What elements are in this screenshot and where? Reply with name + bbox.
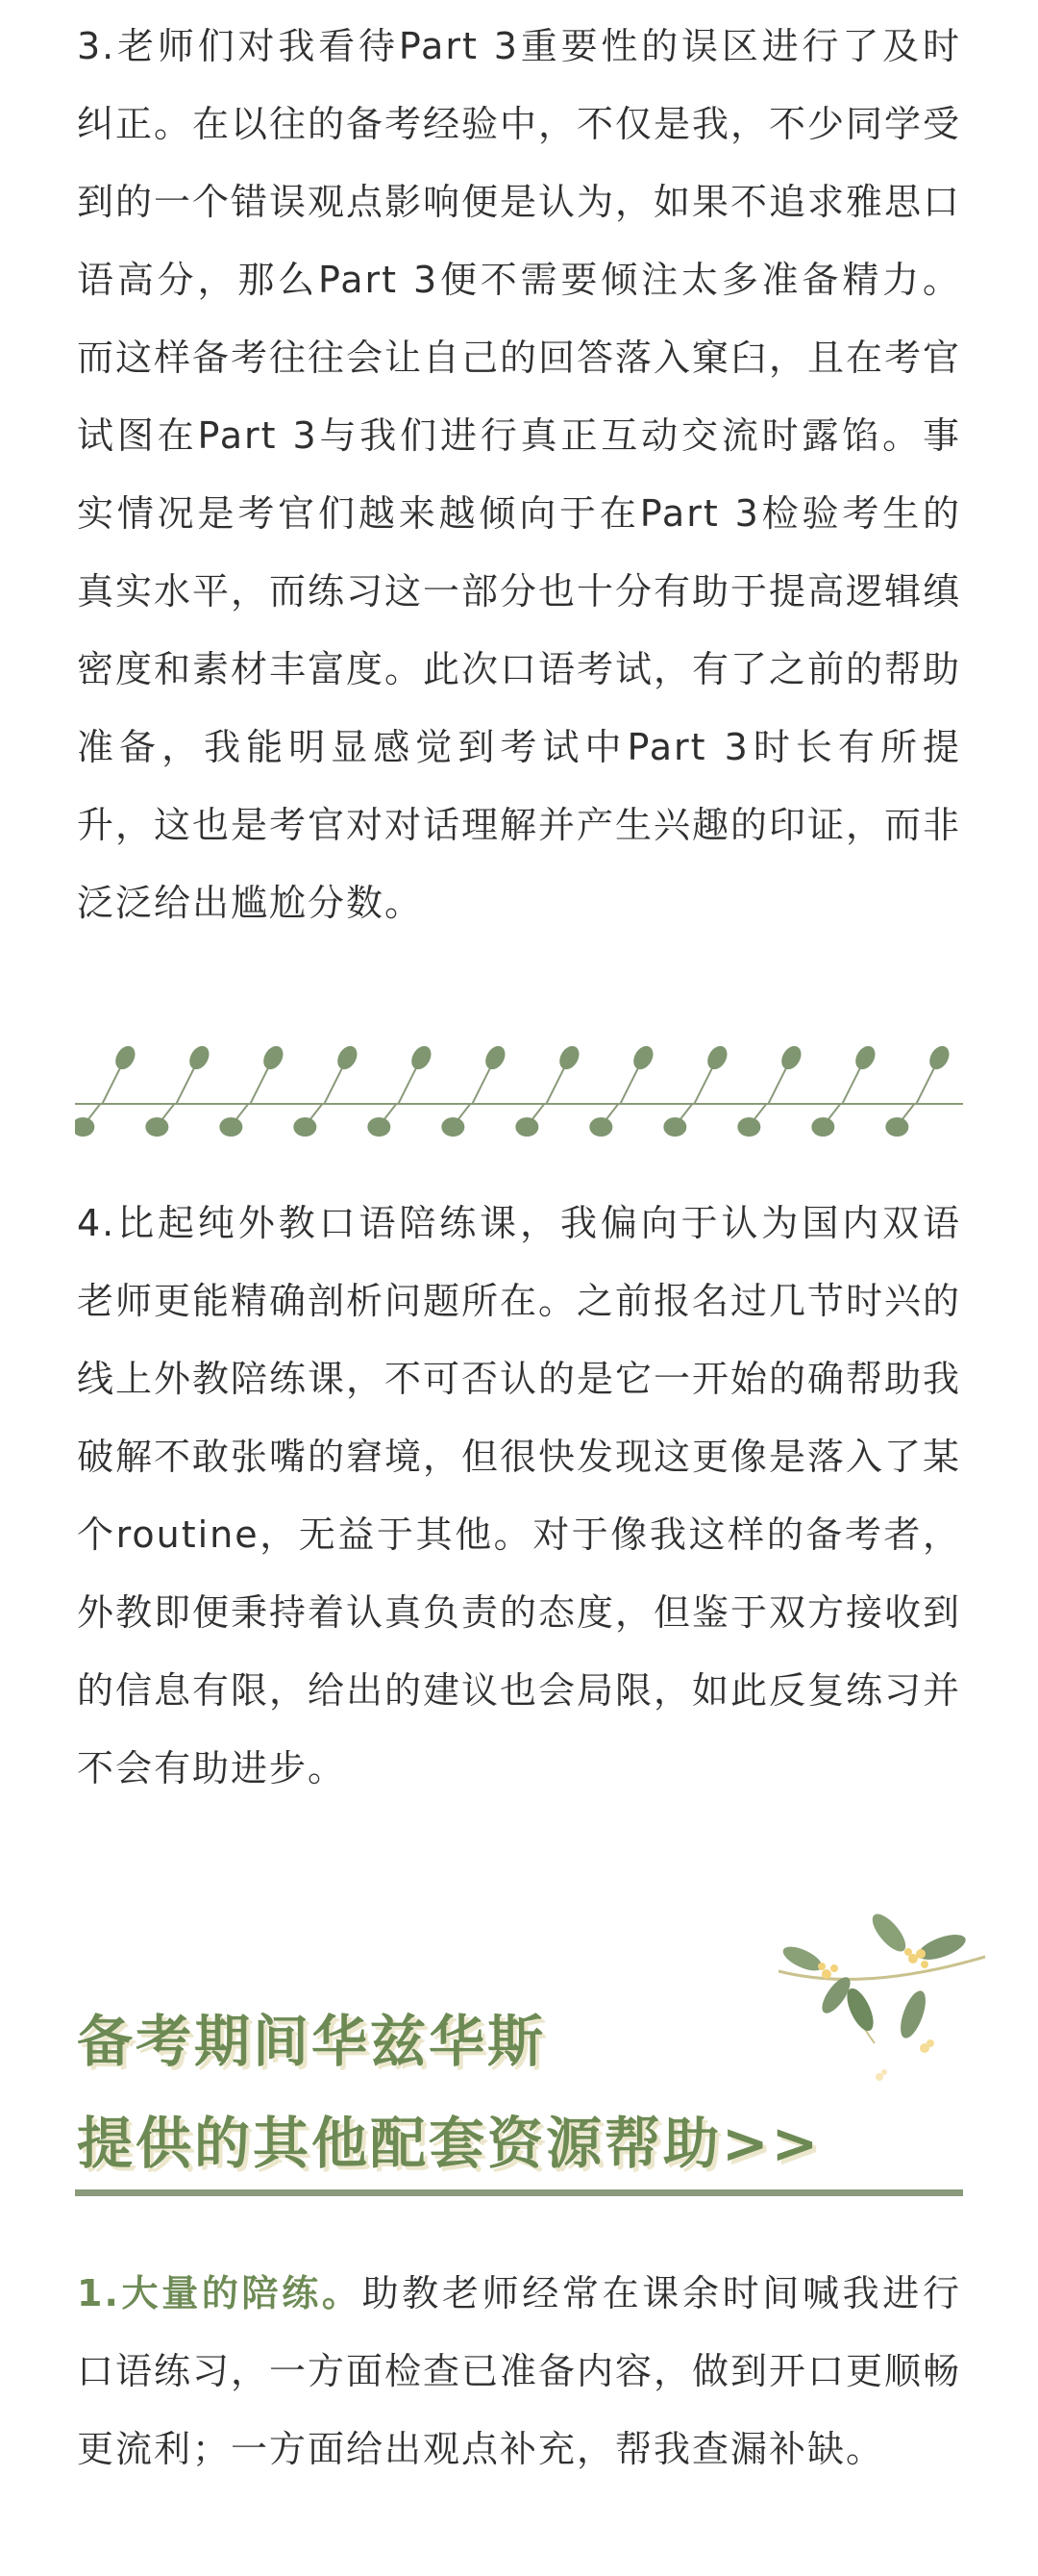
paragraph-item-1: [77, 2255, 961, 2488]
vine-leaf: [704, 1042, 731, 1073]
item-1-text: 助教老师经常在课余时间喊我进行口语练习，一方面检查已准备内容，做到开口更顺畅更流利；一方面给出观点补充，帮我查漏补缺。: [77, 2272, 962, 2470]
vine-stem: [679, 1104, 692, 1121]
vine-leaf: [852, 1042, 879, 1073]
vine-stem: [901, 1104, 914, 1121]
vine-leaf: [145, 1117, 168, 1137]
vine-stem: [309, 1104, 322, 1121]
vine-stem: [620, 1065, 639, 1104]
paragraph-tutors: 4.比起纯外教口语陪练课，我偏向于认为国内双语老师更能精确剖析问题所在。之前报名过几节时兴的线上外教陪练课，不可否认的是它一开始的确帮助我破解不敢张嘴的窘境，但很快发现这更像是落入了某个routine，无益于其他。对于像我这样的备考者，外教即便秉持着认真负责的态度，但鉴于双方接收到的信息有限，给出的建议也会局限，如此反复练习并不会有助进步。: [77, 1202, 962, 1789]
vine-stem: [383, 1104, 396, 1121]
vine-stem: [176, 1065, 195, 1104]
item-1-highlight: 1.大量的陪练。: [77, 2272, 362, 2314]
vine-stem: [753, 1104, 766, 1121]
vine-leaf: [367, 1117, 390, 1137]
section-title-line2: 提供的其他配套资源帮助>>: [77, 2111, 822, 2176]
title-underline: [75, 2189, 963, 2196]
section-title: [77, 1990, 942, 2194]
vine-leaf: [260, 1042, 287, 1073]
vine-stem: [605, 1104, 618, 1121]
section-title-line1: 备考期间华兹华斯: [77, 2009, 547, 2074]
vine-stem: [472, 1065, 491, 1104]
paragraph-part3: 3.老师们对我看待Part 3重要性的误区进行了及时纠正。在以往的备考经验中，不仅是我，不少同学受到的一个错误观点影响便是认为，如果不追求雅思口语高分，那么Part 3便不需要倾注太多准备精力。而这样备考往往会让自己的回答落入窠臼，且在考官试图在Part 3与我们进行真正互动交流时露馅。事实情况是考官们越来越倾向于在Part 3检验考生的真实水平，而练习这一部分也十分有助于提高逻辑缜密度和素材丰富度。此次口语考试，有了之前的帮助准备，我能明显感觉到考试中Part 3时长有所提升，这也是考官对对话理解并产生兴趣的印证，而非泛泛给出尴尬分数。: [77, 25, 962, 924]
vine-leaf: [111, 1042, 139, 1073]
vine-stem: [768, 1065, 787, 1104]
vine-stem: [86, 1104, 100, 1121]
vine-leaf: [589, 1117, 612, 1137]
leaf-vine-divider-icon: [75, 1037, 963, 1142]
vine-leaf: [334, 1042, 361, 1073]
vine-leaf: [663, 1117, 686, 1137]
vine-leaf: [811, 1117, 834, 1137]
vine-stem: [546, 1065, 565, 1104]
vine-stem: [235, 1104, 248, 1121]
vine-leaf: [778, 1042, 805, 1073]
vine-stem: [457, 1104, 470, 1121]
vine-leaf: [737, 1117, 760, 1137]
vine-stem: [916, 1065, 935, 1104]
vine-leaf: [926, 1042, 953, 1073]
vine-leaf: [885, 1117, 908, 1137]
vine-leaf: [293, 1117, 316, 1137]
vine-leaf: [75, 1117, 94, 1137]
vine-leaf: [556, 1042, 583, 1073]
vine-leaf: [441, 1117, 464, 1137]
vine-stem: [398, 1065, 417, 1104]
vine-leaf: [408, 1042, 435, 1073]
vine-stem: [694, 1065, 713, 1104]
vine-stem: [250, 1065, 269, 1104]
vine-stem: [827, 1104, 840, 1121]
vine-stem: [324, 1065, 343, 1104]
vine-leaf: [630, 1042, 657, 1073]
vine-leaf: [482, 1042, 509, 1073]
vine-stem: [842, 1065, 861, 1104]
vine-stem: [531, 1104, 544, 1121]
vine-leaf: [515, 1117, 538, 1137]
vine-leaf: [219, 1117, 242, 1137]
vine-stem: [102, 1065, 121, 1104]
vine-leaf: [185, 1042, 213, 1073]
vine-stem: [161, 1104, 174, 1121]
